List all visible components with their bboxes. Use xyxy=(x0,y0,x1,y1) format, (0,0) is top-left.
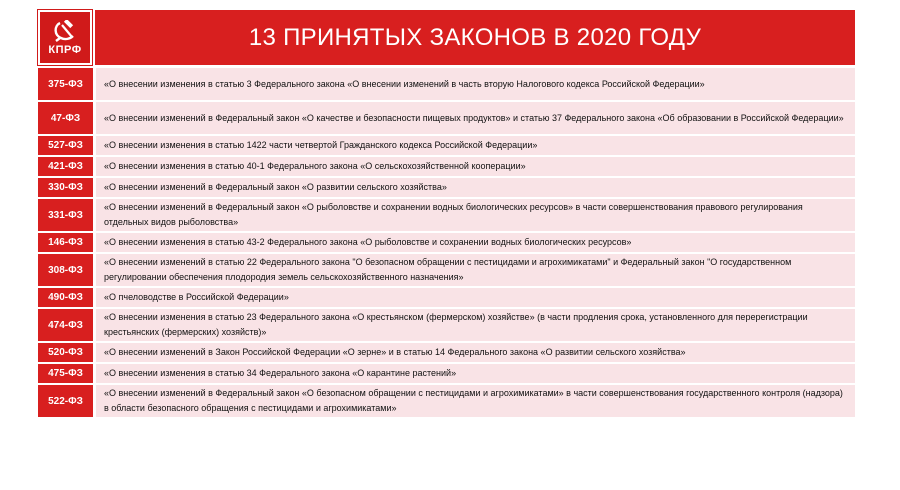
law-code: 475-ФЗ xyxy=(38,364,93,383)
law-text: «О внесении изменения в статью 40-1 Федерального закона «О сельскохозяйственной кооперации» xyxy=(96,157,855,176)
law-text: «О внесении изменений в статью 22 Федерального закона "О безопасном обращении с пестицидами и агрохимикатами" и Федеральный закон "О государственном регулировании обеспечения плодородия земель сельскохозяйственного назначения» xyxy=(96,254,855,286)
law-row xyxy=(38,343,855,362)
law-text: «О пчеловодстве в Российской Федерации» xyxy=(96,288,855,307)
law-code: 421-ФЗ xyxy=(38,157,93,176)
law-text: «О внесении изменения в статью 3 Федерального закона «О внесении изменений в часть вторую Налогового кодекса Российской Федерации» xyxy=(96,68,855,100)
law-text: «О внесении изменения в статью 1422 части четвертой Гражданского кодекса Российской Федерации» xyxy=(96,136,855,155)
law-text: «О внесении изменений в Федеральный закон «О рыболовстве и сохранении водных биологических ресурсов» в части совершенствования правового регулирования отдельных видов рыболовства» xyxy=(96,199,855,231)
law-text: «О внесении изменений в Федеральный закон «О качестве и безопасности пищевых продуктов» и статью 37 Федерального закона «Об образовании в Российской Федерации» xyxy=(96,102,855,134)
law-row xyxy=(38,288,855,307)
law-row xyxy=(38,309,855,341)
law-code: 47-ФЗ xyxy=(38,102,93,134)
law-text: «О внесении изменения в статью 43-2 Федерального закона «О рыболовстве и сохранении водных биологических ресурсов» xyxy=(96,233,855,252)
kprf-logo xyxy=(38,10,92,65)
law-text: «О внесении изменений в Федеральный закон «О безопасном обращении с пестицидами и агрохимикатами» в части совершенствования государственного контроля (надзора) в области безопасного обращения с пестицидами и агрохимикатами» xyxy=(96,385,855,417)
law-code: 331-ФЗ xyxy=(38,199,93,231)
page-title: 13 ПРИНЯТЫХ ЗАКОНОВ В 2020 ГОДУ xyxy=(95,10,855,65)
law-row xyxy=(38,254,855,286)
law-code: 146-ФЗ xyxy=(38,233,93,252)
hammer-sickle-icon xyxy=(52,20,78,42)
header xyxy=(38,10,855,65)
law-row xyxy=(38,233,855,252)
law-code: 375-ФЗ xyxy=(38,68,93,100)
law-text: «О внесении изменения в статью 34 Федерального закона «О карантине растений» xyxy=(96,364,855,383)
law-text: «О внесении изменения в статью 23 Федерального закона «О крестьянском (фермерском) хозяйстве» (в части продления срока, установленного для перерегистрации крестьянских (фермерских) хозяйств)» xyxy=(96,309,855,341)
law-row xyxy=(38,385,855,417)
law-row xyxy=(38,199,855,231)
law-row xyxy=(38,364,855,383)
law-row xyxy=(38,178,855,197)
law-text: «О внесении изменений в Федеральный закон «О развитии сельского хозяйства» xyxy=(96,178,855,197)
laws-list xyxy=(38,68,855,419)
law-code: 520-ФЗ xyxy=(38,343,93,362)
logo-text: КПРФ xyxy=(48,43,82,56)
law-code: 527-ФЗ xyxy=(38,136,93,155)
law-row xyxy=(38,68,855,100)
law-code: 308-ФЗ xyxy=(38,254,93,286)
law-row xyxy=(38,136,855,155)
law-code: 490-ФЗ xyxy=(38,288,93,307)
law-row xyxy=(38,102,855,134)
law-code: 522-ФЗ xyxy=(38,385,93,417)
law-code: 330-ФЗ xyxy=(38,178,93,197)
slide xyxy=(38,10,855,419)
law-row xyxy=(38,157,855,176)
law-code: 474-ФЗ xyxy=(38,309,93,341)
law-text: «О внесении изменений в Закон Российской Федерации «О зерне» и в статью 14 Федерального закона «О развитии сельского хозяйства» xyxy=(96,343,855,362)
